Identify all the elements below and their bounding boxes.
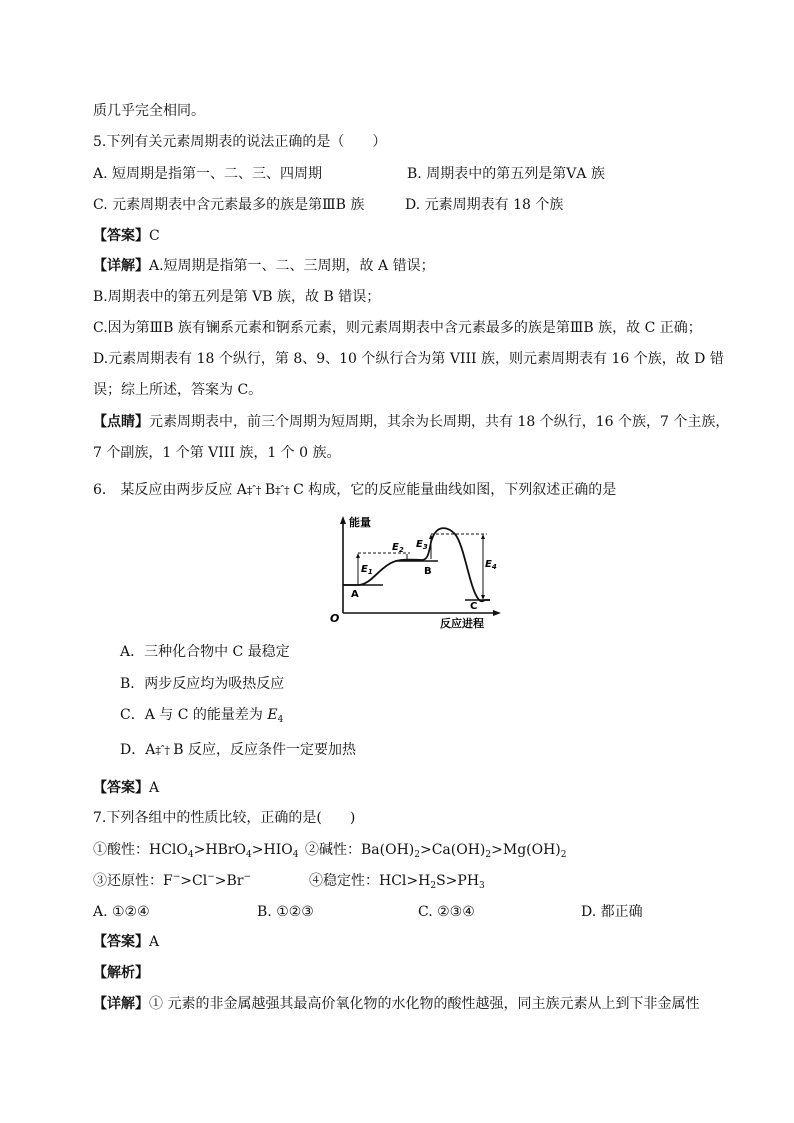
point-b-label: B	[424, 566, 432, 577]
answer-tag: 【答案】	[93, 780, 149, 796]
q6-stem-part: B	[260, 482, 276, 498]
energy-diagram	[325, 512, 505, 630]
e4-arrowhead-top-icon	[481, 534, 485, 539]
x-axis-arrow-icon	[493, 610, 501, 616]
q5-detail-2: B.周期表中的第五列是第 VB 族，故 B 错误；	[93, 289, 381, 305]
q7-option-a: A. ①②④	[93, 904, 150, 920]
q5-option-c: C. 元素周期表中含元素最多的族是第ⅢB 族	[93, 197, 365, 213]
equilibrium-arrow-icon: ‡ˆ†	[246, 484, 261, 497]
detail-tag: 【详解】	[93, 258, 149, 274]
detail-tag: 【详解】	[93, 996, 149, 1012]
q6-stem	[93, 480, 616, 501]
q7-option-b: B. ①②③	[257, 904, 314, 920]
answer-value: A	[149, 934, 160, 950]
q6-option-d	[120, 740, 356, 761]
e4-arrowhead-bottom-icon	[481, 595, 485, 600]
q6-stem-part: C 构成，它的反应能量曲线如图，下列叙述正确的是	[288, 482, 617, 498]
point-a-label: A	[351, 589, 359, 600]
e2-label: $E_2$	[392, 542, 404, 554]
q7-item-3: ③还原性：F−>Cl−>Br−	[93, 872, 251, 889]
q5-tip-2: 7 个副族，1 个第 VIII 族，1 个 0 族。	[93, 445, 341, 461]
e1-arrowhead-icon	[356, 553, 360, 558]
q7-item-1: ①酸性：$HClO_4>HBrO_4>HIO_4$	[93, 842, 299, 860]
answer-value: C	[149, 228, 160, 244]
q7-detail-1	[93, 994, 699, 1014]
continued-text: 质几乎完全相同。	[93, 103, 205, 119]
q6-option-c	[120, 705, 283, 725]
q5-answer	[93, 226, 160, 246]
detail-text: A.短周期是指第一、二、三周期，故 A 错误；	[149, 258, 435, 274]
y-axis-arrow-icon	[340, 516, 346, 524]
q6-option-b: B．两步反应均为吸热反应	[120, 676, 285, 692]
tip-tag: 【点睛】	[93, 414, 149, 430]
answer-tag: 【答案】	[93, 934, 149, 950]
q6-stem-part: 6． 某反应由两步反应 A	[93, 482, 247, 498]
e4-label: $E_4$	[485, 559, 497, 571]
q7-analysis-tag	[93, 963, 149, 983]
q5-detail-4: D.元素周期表有 18 个纵行，第 8、9、10 个纵行合为第 VIII 族，则元素周期表有 16 个族，故 D 错	[93, 351, 724, 367]
q7-stem: 7.下列各组中的性质比较，正确的是( )	[93, 810, 356, 826]
e1-label: $E_1$	[361, 564, 373, 576]
point-c-label: C	[470, 601, 478, 612]
equilibrium-arrow-icon: ‡ˆ†	[155, 744, 169, 757]
q7-option-d: D. 都正确	[581, 904, 643, 920]
tip-text: 元素周期表中，前三个周期为短周期，其余为长周期，共有 18 个纵行，16 个族，7 个主族，	[149, 414, 730, 430]
analysis-tag: 【解析】	[93, 965, 149, 981]
answer-value: A	[149, 780, 160, 796]
q5-option-b: B. 周期表中的第五列是第ⅤA 族	[407, 166, 605, 182]
q5-option-a: A. 短周期是指第一、二、三、四周期	[93, 166, 323, 182]
y-axis-label: 能量	[349, 516, 371, 529]
q5-detail-5: 误；综上所述，答案为 C。	[93, 382, 263, 398]
q7-option-c: C. ②③④	[418, 904, 475, 920]
q6-option-c-sub: 4	[277, 715, 284, 725]
q6-option-c-text: C．A 与 C 的能量差为	[120, 707, 268, 723]
equilibrium-arrow-icon: ‡ˆ†	[275, 484, 289, 497]
q6-option-d-part: D．A	[120, 742, 156, 758]
origin-label: O	[330, 612, 340, 625]
answer-tag: 【答案】	[93, 228, 149, 244]
q5-detail-3: C.因为第ⅢB 族有镧系元素和锕系元素，则元素周期表中含元素最多的族是第ⅢB 族，故 C 正确；	[93, 320, 702, 336]
q6-option-d-part: B 反应，反应条件一定要加热	[168, 742, 357, 758]
q5-tip-1	[93, 412, 729, 432]
q6-option-c-var: E	[267, 707, 278, 723]
q7-answer	[93, 932, 159, 952]
x-axis-label: 反应进程	[440, 617, 484, 630]
detail-text: ① 元素的非金属越强其最高价氧化物的水化物的酸性越强，同主族元素从上到下非金属性	[149, 996, 700, 1012]
q5-stem: 5.下列有关元素周期表的说法正确的是（ ）	[93, 134, 387, 150]
q5-option-d: D. 元素周期表有 18 个族	[405, 197, 564, 213]
q6-option-a: A．三种化合物中 C 最稳定	[120, 644, 290, 660]
q7-item-2: ②碱性：$Ba(OH)_2>Ca(OH)_2>Mg(OH)_2$	[305, 842, 567, 860]
q7-item-4: ④稳定性：$HCl>H_2S>PH_3$	[309, 873, 485, 891]
e3-label: $E_3$	[416, 539, 428, 551]
q5-detail-1	[93, 256, 435, 276]
q6-answer	[93, 778, 159, 798]
